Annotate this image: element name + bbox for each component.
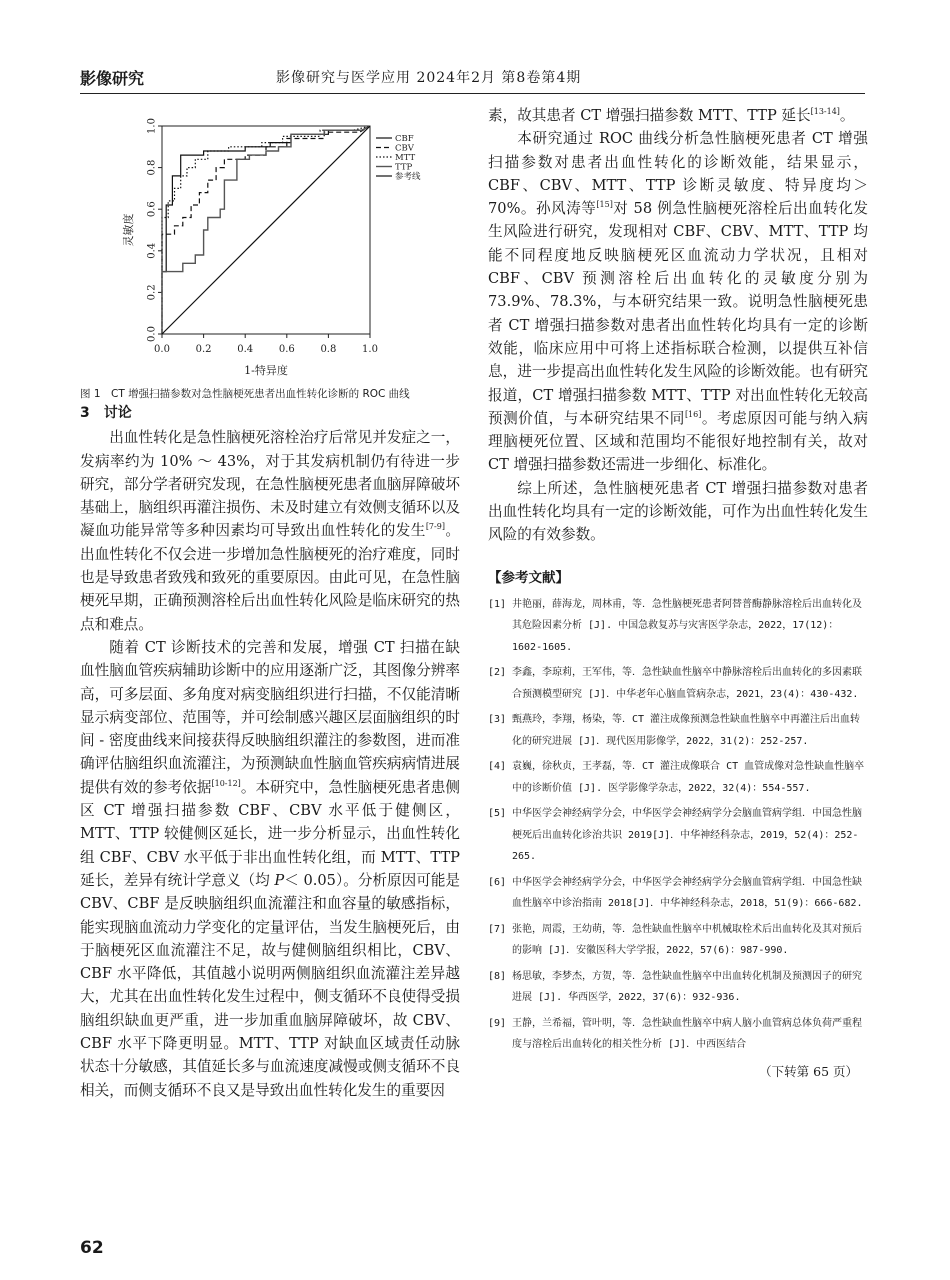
- legend-label: CBF: [395, 134, 414, 144]
- right-column: [488, 104, 868, 1083]
- series-line-参考线: [162, 126, 370, 334]
- citation: [15]: [596, 200, 613, 210]
- legend-label: CBV: [395, 143, 414, 154]
- journal-name: 影像研究: [80, 69, 145, 88]
- reference-item: [3] 甄燕玲，李翔，杨染，等．CT 灌注成像预测急性缺血性脑卒中再灌注后出血转化的研究进展 [J]．现代医用影像学，2022，31(2)：252-257.: [488, 714, 861, 747]
- reference-item: [2] 李鑫，李琼莉，王军伟，等．急性缺血性脑卒中静脉溶栓后出血转化的多因素联合预测模型研究 [J]．中华老年心脑血管病杂志，2021，23(4)：430-432.: [488, 667, 862, 700]
- reference-item: [6] 中华医学会神经病学分会，中华医学会神经病学分会脑血管病学组．中国急性缺血性脑卒中诊治指南 2018[J]．中华神经科杂志，2018，51(9)：666-682.: [488, 876, 863, 910]
- references-title: 【参考文献】: [488, 569, 569, 586]
- reference-item: [5] 中华医学会神经病学分会，中华医学会神经病学分会脑血管病学组．中国急性脑梗死后出血转化诊治共识 2019[J]．中华神经科杂志，2019，52(4)：252-265.: [488, 808, 862, 863]
- x-tick-label: 0.8: [320, 344, 337, 355]
- header-rule: [80, 93, 865, 94]
- citation: [16]: [684, 409, 702, 419]
- y-tick-label: 0.6: [146, 201, 158, 218]
- y-tick-label: 0.4: [146, 242, 158, 259]
- page-number: 62: [80, 1238, 104, 1258]
- paragraph: 综上所述，急性脑梗死患者 CT 增强扫描参数对患者出血性转化均具有一定的诊断效能，可作为出血性转化发生风险的有效参数。: [488, 479, 868, 544]
- paragraph: 出血性转化是急性脑梗死溶栓治疗后常见并发症之一，发病率约为 10% ～ 43%，对于其发病机制仍有待进一步研究，部分学者研究发现，在急性脑梗死患者血脑屏障破坏基础上，脑组织再灌注损伤、未及时建立有效侧支循环以及凝血功能异常等多种因素均可导致出血性转化的发生[7-9]。出血性转化不仅会进一步增加急性脑梗死的治疗难度，同时也是导致患者致残和致死的重要原因。由此可见，在急性脑梗死早期，正确预测溶栓后出血性转化风险是临床研究的热点和难点。: [80, 429, 460, 633]
- paragraph: 本研究通过 ROC 曲线分析急性脑梗死患者 CT 增强扫描参数对患者出血性转化的诊断效能，结果显示，CBF、CBV、MTT、TTP 诊断灵敏度、特异度均＞ 70%。孙风涛等[15]对 58 例急性脑梗死溶栓后出血转化发生风险进行研究，发现相对 CBF、CBV、MTT、TTP 均能不同程度地反映脑梗死区血流动力学状况，且相对 CBF、CBV 预测溶栓后出血转化的灵敏度分别为 73.9%、78.3%，与本研究结果一致。说明急性脑梗死患者 CT 增强扫描参数对患者出血性转化均具有一定的诊断效能，临床应用中可将上述指标联合检测，以提供互补信息，进一步提高出血性转化发生风险的诊断效能。也有研究报道，CT 增强扫描参数 MTT、TTP 对出血性转化无较高预测价值，与本研究结果不同[16]。考虑原因可能与纳入病理脑梗死位置、区域和范围均不能很好地控制有关，故对 CT 增强扫描参数还需进一步细化、标准化。: [488, 130, 868, 474]
- x-tick-label: 0.4: [237, 344, 254, 355]
- y-tick-label: 0.8: [146, 159, 158, 176]
- citation: [7-9]: [425, 522, 445, 532]
- legend-label: MTT: [395, 153, 416, 163]
- roc-chart: [100, 104, 440, 386]
- x-tick-label: 0.6: [278, 344, 295, 355]
- running-head: 影像研究与医学应用 2024年2月 第8卷第4期: [276, 70, 582, 86]
- y-tick-label: 0.0: [146, 326, 158, 342]
- y-tick-label: 1.0: [146, 118, 158, 134]
- x-tick-label: 1.0: [362, 344, 378, 355]
- y-tick-label: 0.2: [146, 284, 158, 301]
- page-header: [80, 66, 865, 90]
- x-tick-label: 0.2: [195, 344, 212, 355]
- section-title: 3 讨论: [80, 405, 132, 421]
- continued-note: （下转第 65 页）: [759, 1063, 858, 1079]
- paragraph: 素，故其患者 CT 增强扫描参数 MTT、TTP 延长[13-14]。: [488, 107, 855, 124]
- paragraph: 随着 CT 诊断技术的完善和发展，增强 CT 扫描在缺血性脑血管疾病辅助诊断中的应用逐渐广泛，其图像分辨率高，可多层面、多角度对病变脑组织进行扫描，不仅能清晰显示病变部位、范围等，并可绘制感兴趣区层面脑组织的时间 - 密度曲线来间接获得反映脑组织灌注的参数图，进而准确评估脑组织血流灌注，为预测缺血性脑血管疾病病情进展提供有效的参考依据[10-12]。本研究中，急性脑梗死患者患侧区 CT 增强扫描参数 CBF、CBV 水平低于健侧区，MTT、TTP 较健侧区延长，进一步分析显示，出血性转化组 CBF、CBV 水平低于非出血性转化组，而 MTT、TTP 延长，差异有统计学意义（均 P＜ 0.05）。分析原因可能是 CBV、CBF 是反映脑组织血流灌注和血容量的敏感指标，能实现脑血流动力学变化的定量评估，当发生脑梗死后，由于脑梗死区血流灌注不足，故与健侧脑组织相比，CBV、CBF 水平降低，其值越小说明两侧脑组织血流灌注差异越大，尤其在出血性转化发生过程中，侧支循环不良使得受损脑组织缺血更严重，进一步加重血脑屏障破坏，故 CBV、CBF 水平下降更明显。MTT、TTP 对缺血区域责任动脉状态十分敏感，其值延长多与血流速度减慢或侧支循环不良相关，而侧支循环不良又是导致出血性转化发生的重要因: [80, 638, 461, 1099]
- left-column: [80, 104, 460, 1102]
- x-tick-label: 0.0: [154, 344, 170, 355]
- citation: [10-12]: [211, 778, 241, 788]
- reference-item: [7] 张艳，周霞，王幼萌，等．急性缺血性脑卒中机械取栓术后出血转化及其对预后的影响 [J]．安徽医科大学学报，2022，57(6)：987-990.: [488, 923, 862, 957]
- legend-label: TTP: [395, 162, 413, 173]
- reference-list: [488, 594, 868, 1056]
- x-axis-label: 1-特异度: [244, 364, 288, 377]
- y-axis-label: 灵敏度: [122, 213, 135, 247]
- figure-caption: 图 1 CT 增强扫描参数对急性脑梗死患者出血性转化诊断的 ROC 曲线: [80, 388, 410, 400]
- reference-item: [8] 杨思敏，李梦杰，方贺，等．急性缺血性脑卒中出血转化机制及预测因子的研究进展 [J]. 华西医学，2022，37(6)：932-936.: [488, 970, 862, 1004]
- figure-1: [80, 104, 460, 386]
- reference-item: [9] 王静，兰希福，管叶明，等．急性缺血性脑卒中病人脑小血管病总体负荷严重程度与溶栓后出血转化的相关性分析 [J]．中西医结合: [488, 1017, 862, 1051]
- reference-item: [4] 袁巍，徐秋贞，王孝磊，等．CT 灌注成像联合 CT 血管成像对急性缺血性脑卒中的诊断价值 [J]. 医学影像学杂志，2022，32(4)：554-557.: [488, 761, 865, 794]
- reference-item: [1] 井艳丽，薛海龙，周林甫，等．急性脑梗死患者阿替普酶静脉溶栓后出血转化及其危险因素分析 [J]. 中国急救复苏与灾害医学杂志，2022，17(12)：1602-1605.: [488, 598, 862, 653]
- legend-label: 参考线: [395, 172, 421, 182]
- citation: [13-14]: [810, 107, 840, 116]
